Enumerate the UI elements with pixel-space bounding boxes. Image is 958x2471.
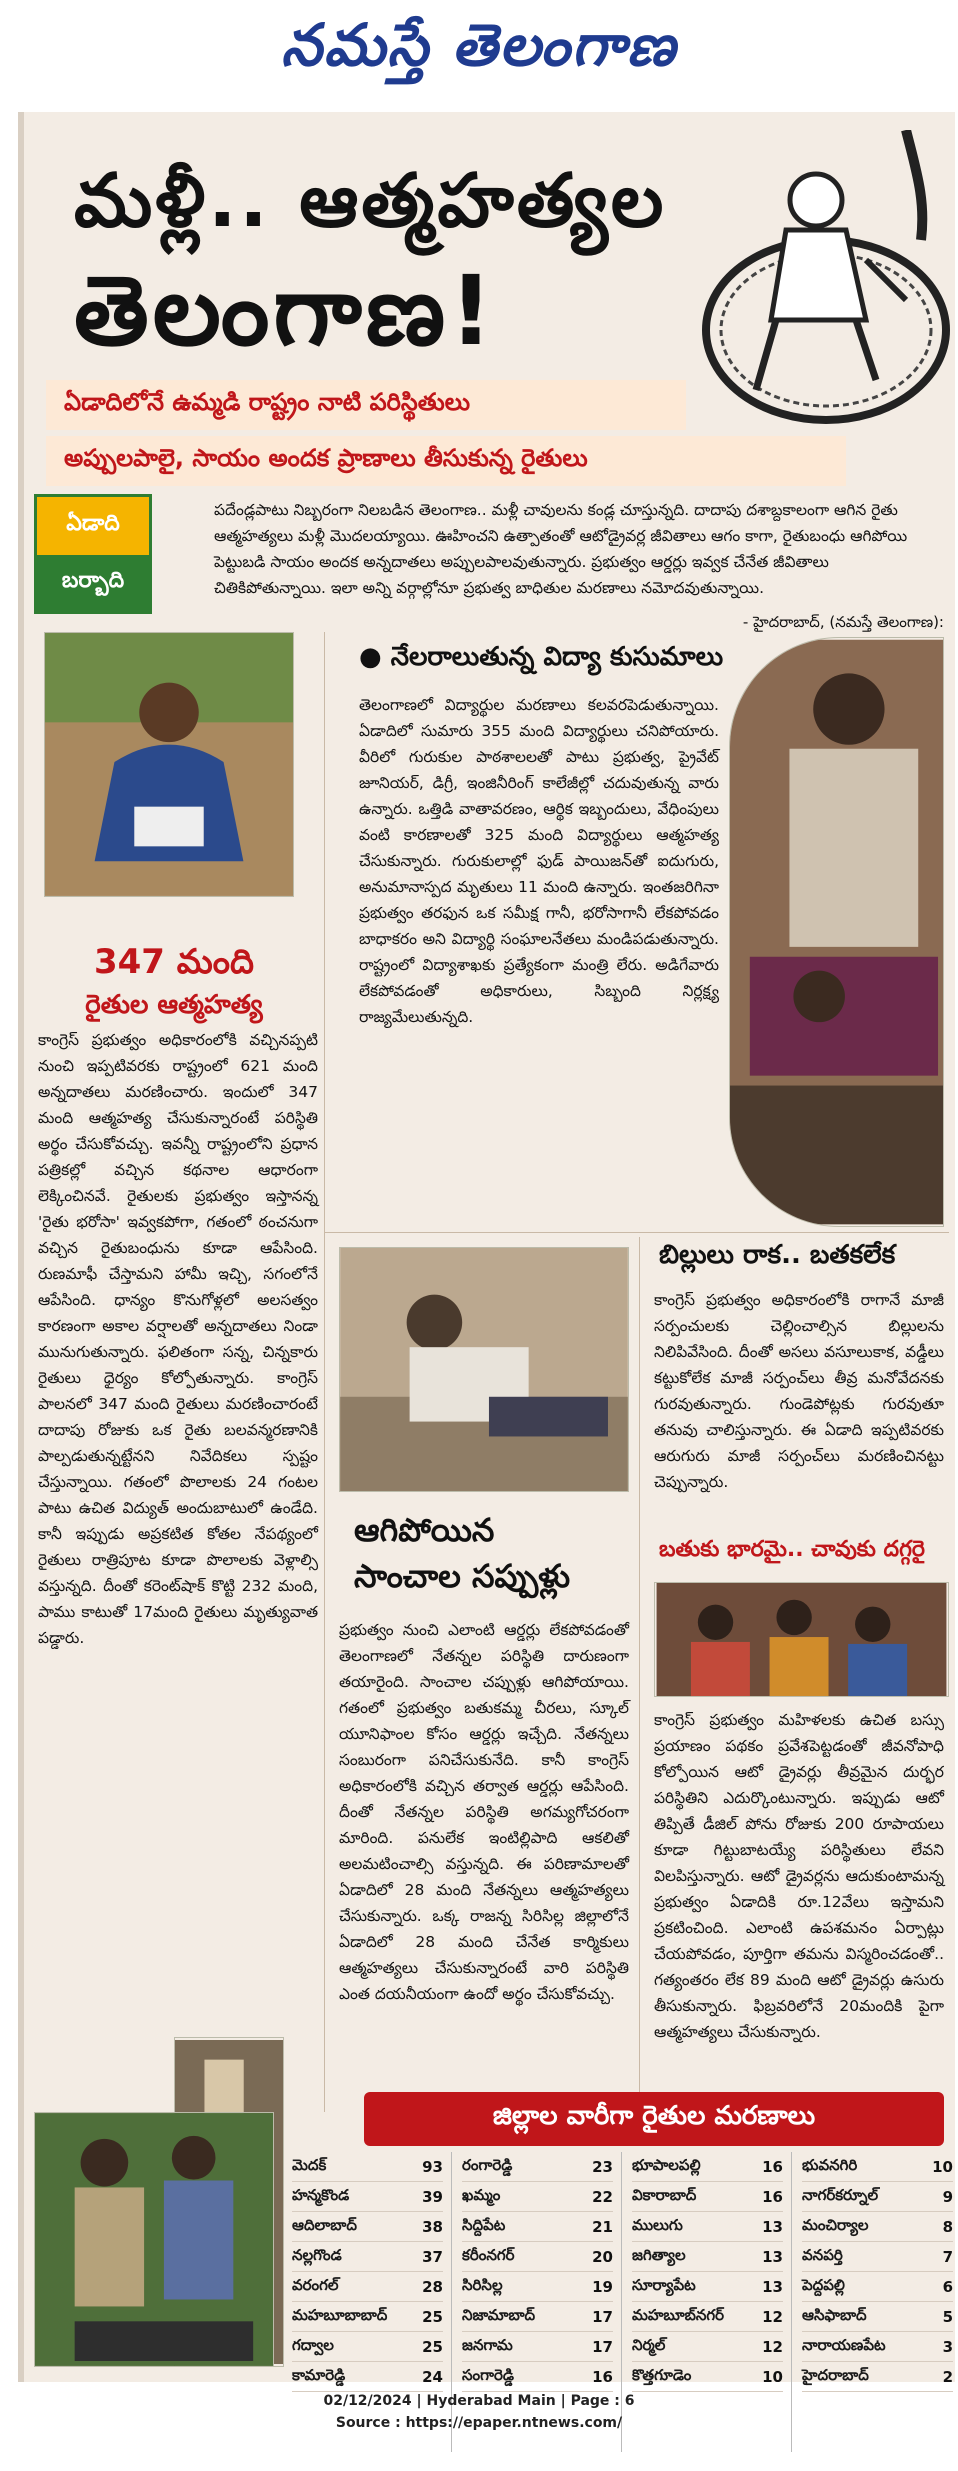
students-section-title <box>359 642 723 678</box>
district-deaths: 37 <box>422 2247 443 2266</box>
district-name: నిర్మల్ <box>632 2335 666 2354</box>
headline-section <box>46 130 946 490</box>
district-name: జగిత్యాల <box>632 2245 686 2264</box>
subheadline-1: ఏడాదిలోనే ఉమ్మడి రాష్ట్రం నాటి పరిస్థితులు <box>46 380 686 430</box>
district-row <box>802 2362 953 2392</box>
district-deaths: 12 <box>762 2337 783 2356</box>
district-deaths: 38 <box>422 2217 443 2236</box>
district-name: నారాయణపేట <box>802 2335 886 2354</box>
district-deaths: 19 <box>592 2277 613 2296</box>
bullet-icon: ● <box>359 642 391 672</box>
district-deaths: 9 <box>942 2187 953 2206</box>
district-name: మెదక్ <box>292 2155 327 2174</box>
district-name: రంగారెడ్డి <box>462 2155 513 2174</box>
column-divider <box>639 1237 640 2097</box>
dateline: - హైదరాబాద్, (నమస్తే తెలంగాణ): <box>742 613 944 631</box>
district-name: సిరిసిల్ల <box>462 2275 503 2294</box>
district-row <box>632 2152 783 2182</box>
district-row <box>292 2362 443 2392</box>
district-deaths: 24 <box>422 2367 443 2386</box>
bills-article <box>654 1287 944 1497</box>
bills-article-text: కాంగ్రెస్ ప్రభుత్వం అధికారంలోకి రాగానే మాజీ సర్పంచులకు చెల్లించాల్సిన బిల్లులను నిలిపివేసింది. దీంతో అసలు వసూలుకాక, వడ్డీలు కట్టుకోలేక మాజీ సర్పంచ్‌లు తీవ్ర మనోవేదనకు గురవుతున్నారు. గుండెపోట్లకు గురవుతూ తనువు చాలిస్తున్నారు. ఈ ఏడాది ఇప్పటివరకు ఆరుగురు మాజీ సర్పంచ్‌లు మరణించినట్టు చెప్పున్నారు. <box>654 1291 944 1491</box>
district-deaths: 23 <box>592 2157 613 2176</box>
district-row <box>292 2182 443 2212</box>
district-row <box>292 2302 443 2332</box>
district-name: సూర్యాపేట <box>632 2275 696 2294</box>
district-name: మహబూబాబాద్ <box>292 2305 388 2324</box>
district-row <box>802 2152 953 2182</box>
district-deaths: 3 <box>942 2337 953 2356</box>
year-badge-bottom: బర్బాది <box>37 555 149 611</box>
district-name: వికారాబాద్ <box>632 2185 697 2204</box>
district-name: వరంగల్ <box>292 2275 339 2294</box>
district-name: మహబూబ్‌నగర్ <box>632 2305 725 2324</box>
auto-drivers-photo <box>654 1582 949 1697</box>
handloom-section-title <box>354 1507 634 1599</box>
district-deaths: 17 <box>592 2337 613 2356</box>
students-article <box>359 692 719 1032</box>
district-name: ఆదిలాబాద్ <box>292 2215 357 2234</box>
district-row <box>462 2212 613 2242</box>
district-name: ఆసిఫాబాద్ <box>802 2305 867 2324</box>
headline-line1: మళ్లీ.. ఆత్మహత్యల <box>74 158 667 244</box>
district-row <box>462 2242 613 2272</box>
district-row <box>802 2272 953 2302</box>
students-article-text: తెలంగాణలో విద్యార్థుల మరణాలు కలవరపెడుతున్నాయి. ఏడాదిలో సుమారు 355 మంది విద్యార్థులు చనిపోయారు. వీరిలో గురుకుల పాఠశాలలతో పాటు ప్రభుత్వ, ప్రైవేట్ జూనియర్, డిగ్రీ, ఇంజినీరింగ్ కాలేజీల్లో చదువుతున్న వారు ఉన్నారు. ఒత్తిడి వాతావరణం, ఆర్థిక ఇబ్బందులు, వేధింపులు వంటి కారణాలతో 325 మంది విద్యార్థులు ఆత్మహత్య చేసుకున్నారు. గురుకులాల్లో ఫుడ్ పాయిజన్‌తో ఐదుగురు, అనుమానాస్పద మృతులు 11 మంది ఉన్నారు. ఇంతజరిగినా ప్రభుత్వం తరఫున ఒక సమీక్ష గానీ, భరోసాగానీ లేకపోవడం బాధాకరం అని విద్యార్థి సంఘాలనేతలు మండిపడుతున్నారు. రాష్ట్రంలో విద్యాశాఖకు ప్రత్యేకంగా మంత్రి లేరు. అడిగేవారు లేకపోవడంతో అధికారులు, సిబ్బంది నిర్లక్ష్య రాజ్యమేలుతున్నది. <box>359 696 719 1026</box>
footer-edition-line: 02/12/2024 | Hyderabad Main | Page : 6 <box>323 2393 635 2409</box>
district-row <box>802 2242 953 2272</box>
district-name: భువనగిరి <box>802 2155 858 2174</box>
district-row <box>802 2302 953 2332</box>
district-deaths: 20 <box>592 2247 613 2266</box>
district-name: కొత్తగూడెం <box>632 2365 692 2384</box>
district-deaths: 16 <box>592 2367 613 2386</box>
year-badge <box>34 494 152 614</box>
autos-section-title: బతుకు భారమై.. చావుకు దగ్గరై <box>659 1537 925 1562</box>
district-row <box>462 2152 613 2182</box>
intro-paragraph <box>214 497 944 635</box>
district-deaths: 12 <box>762 2307 783 2326</box>
district-name: హన్మకొండ <box>292 2185 350 2204</box>
handloom-title-line2: సాంచాల సప్పుళ్లు <box>354 1557 571 1595</box>
students-photo <box>729 637 944 1227</box>
students-title-text: నేలరాలుతున్న విద్యా కుసుమాలు <box>390 642 724 672</box>
handloom-worker-photo-graphic <box>340 1248 628 1491</box>
district-row <box>802 2332 953 2362</box>
district-table-title: జిల్లాల వారీగా రైతుల మరణాలు <box>364 2092 944 2146</box>
district-deaths: 25 <box>422 2307 443 2326</box>
students-photo-graphic <box>730 638 943 1226</box>
district-deaths: 16 <box>762 2187 783 2206</box>
district-row <box>632 2302 783 2332</box>
police-scene-photo <box>34 2112 274 2367</box>
auto-drivers-photo-graphic <box>655 1583 948 1696</box>
district-deaths: 13 <box>762 2217 783 2236</box>
district-row <box>292 2272 443 2302</box>
row-divider <box>324 1232 949 1233</box>
district-row <box>292 2242 443 2272</box>
page-footer <box>0 2390 958 2434</box>
district-deaths: 28 <box>422 2277 443 2296</box>
district-deaths: 5 <box>942 2307 953 2326</box>
footer-source-line: Source : https://epaper.ntnews.com/ <box>335 2415 623 2431</box>
district-name: నల్లగొండ <box>292 2245 342 2264</box>
farmers-article-text: కాంగ్రెస్ ప్రభుత్వం అధికారంలోకి వచ్చినప్పటి నుంచి ఇప్పటివరకు రాష్ట్రంలో 621 మంది అన్నదాతలు మరణించారు. ఇందులో 347 మంది ఆత్మహత్య చేసుకున్నారంటే పరిస్థితి అర్థం చేసుకోవచ్చు. ఇవన్నీ రాష్ట్రంలోని ప్రధాన పత్రికల్లో వచ్చిన కథనాల ఆధారంగా లెక్కించినవే. రైతులకు ప్రభుత్వం ఇస్తానన్న 'రైతు భరోసా' ఇవ్వకపోగా, గతంలో ఠంచనుగా వచ్చిన రైతుబంధును కూడా ఆపేసింది. రుణమాఫీ చేస్తామని హామీ ఇచ్చి, సగంలోనే ఆపేసింది. ధాన్యం కొనుగోళ్లలో అలసత్వం కారణంగా అకాల వర్షాలతో అన్నదాతలు నిండా మునుగుతున్నారు. ఫలితంగా సన్న, చిన్నకారు రైతులు ధైర్యం కోల్పోతున్నారు. కాంగ్రెస్ పాలనలో 347 మంది రైతులు మరణించారంటే దాదాపు రోజుకు ఒక రైతు బలవన్మరణానికి పాల్పడుతున్నట్టేనని నివేదికలు స్పష్టం చేస్తున్నాయి. గతంలో పొలాలకు 24 గంటల పాటు ఉచిత విద్యుత్ అందుబాటులో ఉండేది. కానీ ఇప్పుడు అప్రకటిత కోతల నేపథ్యంలో రైతులు రాత్రిపూట కూడా పొలాలకు వెళ్లాల్సి వస్తున్నది. దీంతో కరెంట్‌షాక్ కొట్టి 232 మంది, పాము కాటుతో 17మంది రైతులు మృత్యువాత పడ్డారు. <box>38 1031 318 1647</box>
noose-illustration <box>676 130 958 430</box>
district-row <box>802 2182 953 2212</box>
district-row <box>462 2332 613 2362</box>
district-deaths: 13 <box>762 2277 783 2296</box>
district-name: సంగారెడ్డి <box>462 2365 514 2384</box>
district-name: పెద్దపల్లి <box>802 2275 845 2294</box>
handloom-article-text: ప్రభుత్వం నుంచి ఎలాంటి ఆర్డర్లు లేకపోవడంతో తెలంగాణలో నేతన్నల పరిస్థితి దారుణంగా తయారైంది. సాంచాల చప్పుళ్లు ఆగిపోయాయి. గతంలో ప్రభుత్వం బతుకమ్మ చీరలు, స్కూల్ యూనిఫాంల కోసం ఆర్డర్లు ఇచ్చేది. నేతన్నలు సంబురంగా పనిచేసుకునేది. కానీ కాంగ్రెస్ అధికారంలోకి వచ్చిన తర్వాత ఆర్డర్లు ఆపేసింది. దీంతో నేతన్నల పరిస్థితి అగమ్యగోచరంగా మారింది. పనులేక ఇంటిల్లిపాది ఆకలితో అలమటించాల్సి వస్తున్నది. ఈ పరిణామాలతో ఏడాదిలో 28 మంది నేతన్నలు ఆత్మహత్యలు చేసుకున్నారు. ఒక్క రాజన్న సిరిసిల్ల జిల్లాలోనే ఏడాదిలో 28 మంది చేనేత కార్మికులు ఆత్మహత్యలు చేసుకున్నారంటే వారి పరిస్థితి ఎంత దయనీయంగా ఉందో అర్థం చేసుకోవచ్చు. <box>339 1621 629 2003</box>
handloom-article <box>339 1617 629 2009</box>
district-deaths: 39 <box>422 2187 443 2206</box>
district-row <box>632 2212 783 2242</box>
farmers-death-label: రైతుల ఆత్మహత్య <box>85 990 263 1020</box>
district-deaths: 2 <box>942 2367 953 2386</box>
district-deaths: 93 <box>422 2157 443 2176</box>
district-name: జనగామ <box>462 2335 513 2354</box>
district-deaths: 10 <box>932 2157 953 2176</box>
newspaper-logo: నమస్తే తెలంగాణ <box>281 11 677 79</box>
district-deaths: 17 <box>592 2307 613 2326</box>
farmers-stat <box>74 942 274 1026</box>
district-name: భూపాలపల్లి <box>632 2155 701 2174</box>
district-row <box>632 2362 783 2392</box>
district-name: ఖమ్మం <box>462 2185 501 2204</box>
handloom-worker-photo <box>339 1247 629 1492</box>
district-name: నాగర్‌కర్నూల్ <box>802 2185 879 2204</box>
district-deaths: 10 <box>762 2367 783 2386</box>
district-name: గద్వాల <box>292 2335 334 2354</box>
district-name: సిద్దిపేట <box>462 2215 506 2234</box>
intro-text: పదేండ్లపాటు నిబ్బరంగా నిలబడిన తెలంగాణ.. మళ్లీ చావులను కండ్ల చూస్తున్నది. దాదాపు దశాబ్దకాలంగా ఆగిన రైతు ఆత్మహత్యలు మళ్లీ మొదలయ్యాయి. ఊహించని ఉత్పాతంతో ఆటోడ్రైవర్ల జీవితాలు ఆగం కాగా, రైతుబంధు ఆగిపోయి పెట్టుబడి సాయం అందక అన్నదాతలు అప్పులపాలవుతున్నారు. ప్రభుత్వం ఆర్డర్లు ఇవ్వక చేనేత జీవితాలు చితికిపోతున్నాయి. ఇలా అన్ని వర్గాల్లోనూ ప్రభుత్వ బాధితుల మరణాలు నమోదవుతున్నాయి. <box>214 501 908 597</box>
district-row <box>632 2182 783 2212</box>
district-deaths: 13 <box>762 2247 783 2266</box>
district-deaths: 22 <box>592 2187 613 2206</box>
column-divider <box>324 632 325 2112</box>
year-badge-top: ఏడాది <box>37 497 149 555</box>
district-deaths: 25 <box>422 2337 443 2356</box>
district-deaths: 8 <box>942 2217 953 2236</box>
district-deaths: 7 <box>942 2247 953 2266</box>
district-row <box>632 2272 783 2302</box>
subheadline-2: అప్పులపాలై, సాయం అందక ప్రాణాలు తీసుకున్న రైతులు <box>46 436 846 486</box>
district-row <box>462 2272 613 2302</box>
police-scene-photo-graphic <box>35 2113 273 2366</box>
district-name: నిజామాబాద్ <box>462 2305 536 2324</box>
headline-line2: తెలంగాణ! <box>74 255 497 367</box>
masthead <box>0 0 958 105</box>
autos-article <box>654 1707 944 2047</box>
district-row <box>462 2302 613 2332</box>
handloom-title-line1: ఆగిపోయిన <box>354 1511 495 1549</box>
farmer-woman-photo <box>44 632 294 897</box>
farmers-article <box>38 1027 318 1653</box>
district-deaths: 21 <box>592 2217 613 2236</box>
district-row <box>632 2242 783 2272</box>
newspaper-page <box>18 112 955 2386</box>
district-row <box>292 2152 443 2182</box>
district-name: వనపర్తి <box>802 2245 843 2264</box>
district-name: ములుగు <box>632 2215 683 2234</box>
district-row <box>802 2212 953 2242</box>
farmers-death-count: 347 మంది <box>93 942 255 982</box>
district-row <box>632 2332 783 2362</box>
district-deaths: 16 <box>762 2157 783 2176</box>
autos-article-text: కాంగ్రెస్ ప్రభుత్వం మహిళలకు ఉచిత బస్సు ప్రయాణం పథకం ప్రవేశపెట్టడంతో జీవనోపాధి కోల్పోయిన ఆటో డ్రైవర్లు తీవ్రమైన దుర్భర పరిస్థితిని ఎదుర్కొంటున్నారు. ఇప్పుడు ఆటో తిప్పితే డీజిల్ పోను రోజుకు 200 రూపాయలు కూడా గిట్టుబాటయ్యే పరిస్థితులు లేవని విలపిస్తున్నారు. ఆటో డ్రైవర్లను ఆదుకుంటామన్న ప్రభుత్వం ఏడాదికి రూ.12వేలు ఇస్తామని ప్రకటించింది. ఎలాంటి ఉపశమనం ఏర్పాట్లు చేయపోవడం, పూర్తిగా తమను విస్మరించడంతో.. గత్యంతరం లేక 89 మంది ఆటో డ్రైవర్లు ఉసురు తీసుకున్నారు. ఫిబ్రవరిలోనే 20మందికి పైగా ఆత్మహత్యలు చేసుకున్నారు. <box>654 1711 944 2041</box>
district-name: మంచిర్యాల <box>802 2215 869 2234</box>
district-name: హైదరాబాద్ <box>802 2365 869 2384</box>
district-name: కరీంనగర్ <box>462 2245 515 2264</box>
district-row <box>292 2212 443 2242</box>
bills-section-title: బిల్లులు రాక.. బతకలేక <box>659 1240 896 1270</box>
district-row <box>462 2362 613 2392</box>
district-row <box>292 2332 443 2362</box>
district-row <box>462 2182 613 2212</box>
farmer-woman-photo-graphic <box>45 633 293 896</box>
district-name: కామారెడ్డి <box>292 2365 346 2384</box>
district-deaths: 6 <box>942 2277 953 2296</box>
